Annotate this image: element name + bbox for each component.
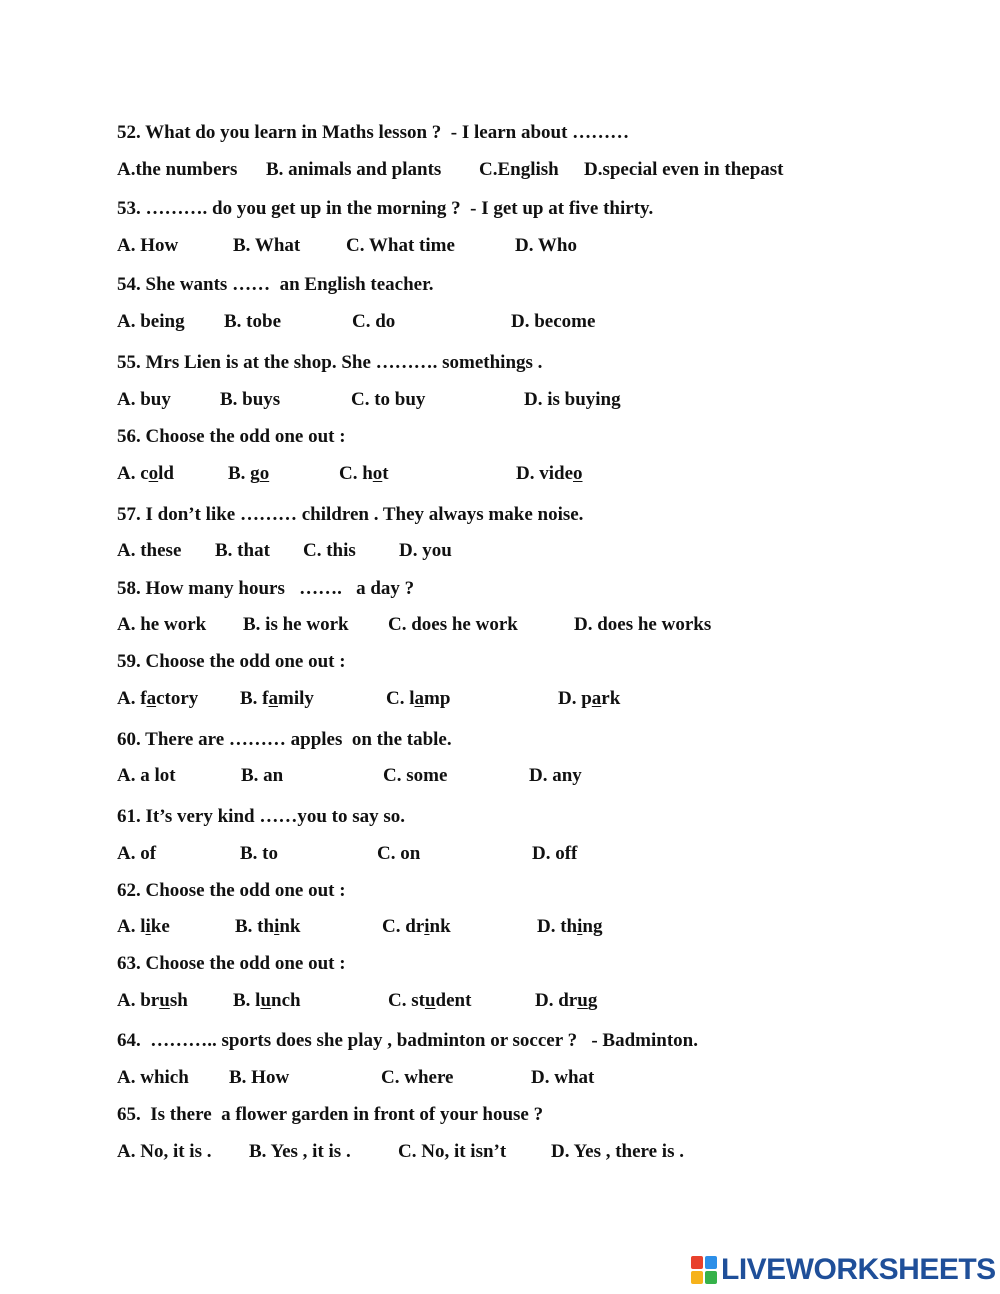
option-b: B. go <box>228 463 270 484</box>
option-d: D. is buying <box>524 389 621 410</box>
question-59: 59. Choose the odd one out : <box>117 651 346 672</box>
options-row-63 <box>117 990 877 1012</box>
question-52: 52. What do you learn in Maths lesson ? - I learn about ……… <box>117 122 630 143</box>
options-row-59 <box>117 688 877 710</box>
underlined-letter: i <box>424 916 430 937</box>
option-c: C. on <box>377 843 421 864</box>
option-d: D. does he works <box>574 614 712 635</box>
option-a: A. buy <box>117 389 171 410</box>
options-row-52 <box>117 159 877 181</box>
options-row-58 <box>117 614 877 636</box>
question-57: 57. I don’t like ……… children . They always make noise. <box>117 504 584 525</box>
question-53: 53. ………. do you get up in the morning ? - I get up at five thirty. <box>117 198 654 219</box>
underlined-letter: o <box>259 463 270 484</box>
options-row-53 <box>117 235 877 257</box>
option-d: D. thing <box>537 916 603 937</box>
option-d: D. Who <box>515 235 577 256</box>
option-d: D. become <box>511 311 596 332</box>
option-a: A. a lot <box>117 765 176 786</box>
option-c: C. drink <box>382 916 451 937</box>
option-c: C. No, it isn’t <box>398 1141 507 1162</box>
underlined-letter: u <box>159 990 170 1011</box>
option-a: A.the numbers <box>117 159 238 180</box>
option-d: D. Yes , there is . <box>551 1141 684 1162</box>
option-b: B. Yes , it is . <box>249 1141 351 1162</box>
logo-text: LIVEWORKSHEETS <box>721 1253 996 1286</box>
options-row-64 <box>117 1067 877 1089</box>
underlined-letter: u <box>260 990 272 1011</box>
option-b: B. What <box>233 235 301 256</box>
question-62: 62. Choose the odd one out : <box>117 880 346 901</box>
option-c: C. do <box>352 311 396 332</box>
option-d: D. you <box>399 540 452 561</box>
underlined-letter: o <box>372 463 383 484</box>
option-b: B. lunch <box>233 990 301 1011</box>
logo-square-blue <box>705 1256 717 1269</box>
question-64: 64. ……….. sports does she play , badminton or soccer ? - Badminton. <box>117 1030 698 1051</box>
option-b: B. buys <box>220 389 281 410</box>
option-a: A. like <box>117 916 170 937</box>
question-58: 58. How many hours ……. a day ? <box>117 578 415 599</box>
question-54: 54. She wants …… an English teacher. <box>117 274 434 295</box>
underlined-letter: a <box>146 688 157 709</box>
underlined-letter: i <box>274 916 280 937</box>
logo-square-green <box>705 1271 717 1284</box>
option-d: D. drug <box>535 990 598 1011</box>
option-d: D. what <box>531 1067 595 1088</box>
option-c: C. to buy <box>351 389 426 410</box>
question-65: 65. Is there a flower garden in front of your house ? <box>117 1104 544 1125</box>
option-c: C. hot <box>339 463 389 484</box>
option-b: B. is he work <box>243 614 349 635</box>
option-a: A. No, it is . <box>117 1141 212 1162</box>
option-b: B. family <box>240 688 314 709</box>
option-a: A. being <box>117 311 185 332</box>
logo-mark-icon <box>691 1256 717 1284</box>
option-c: C. some <box>383 765 448 786</box>
option-c: C. where <box>381 1067 454 1088</box>
underlined-letter: a <box>591 688 602 709</box>
option-a: A. he work <box>117 614 207 635</box>
option-a: A. cold <box>117 463 175 484</box>
options-row-55 <box>117 389 877 411</box>
options-row-65 <box>117 1141 877 1163</box>
question-63: 63. Choose the odd one out : <box>117 953 346 974</box>
underlined-letter: u <box>577 990 588 1011</box>
question-55: 55. Mrs Lien is at the shop. She ………. somethings . <box>117 352 543 373</box>
option-b: B. animals and plants <box>266 159 442 180</box>
option-b: B. an <box>241 765 284 786</box>
option-d: D. park <box>558 688 621 709</box>
underlined-letter: u <box>424 990 436 1011</box>
options-row-62 <box>117 916 877 938</box>
option-d: D. any <box>529 765 582 786</box>
underlined-letter: a <box>414 688 424 709</box>
option-c: C. does he work <box>388 614 518 635</box>
underlined-letter: i <box>577 916 583 937</box>
option-b: B. that <box>215 540 270 561</box>
option-d: D. video <box>516 463 583 484</box>
options-row-54 <box>117 311 877 333</box>
liveworksheets-logo <box>691 1253 996 1287</box>
option-c: C. student <box>388 990 472 1011</box>
option-a: A. brush <box>117 990 188 1011</box>
option-a: A. factory <box>117 688 199 709</box>
option-a: A. which <box>117 1067 189 1088</box>
option-c: C. What time <box>346 235 455 256</box>
options-row-60 <box>117 765 877 787</box>
question-60: 60. There are ……… apples on the table. <box>117 729 452 750</box>
logo-square-yellow <box>691 1271 703 1284</box>
option-c: C. this <box>303 540 356 561</box>
question-56: 56. Choose the odd one out : <box>117 426 346 447</box>
option-a: A. of <box>117 843 157 864</box>
underlined-letter: i <box>145 916 151 937</box>
option-b: B. to <box>240 843 278 864</box>
option-a: A. How <box>117 235 179 256</box>
option-a: A. these <box>117 540 182 561</box>
question-61: 61. It’s very kind ……you to say so. <box>117 806 406 827</box>
underlined-letter: a <box>268 688 278 709</box>
option-c: C. lamp <box>386 688 451 709</box>
option-d: D. off <box>532 843 578 864</box>
option-b: B. think <box>235 916 301 937</box>
options-row-61 <box>117 843 877 865</box>
options-row-57 <box>117 540 877 562</box>
logo-square-red <box>691 1256 703 1269</box>
option-d: D.special even in thepast <box>584 159 784 180</box>
option-b: B. How <box>229 1067 290 1088</box>
options-row-56 <box>117 463 877 485</box>
underlined-letter: o <box>573 463 583 484</box>
option-b: B. tobe <box>224 311 281 332</box>
underlined-letter: o <box>148 463 159 484</box>
option-c: C.English <box>479 159 559 180</box>
